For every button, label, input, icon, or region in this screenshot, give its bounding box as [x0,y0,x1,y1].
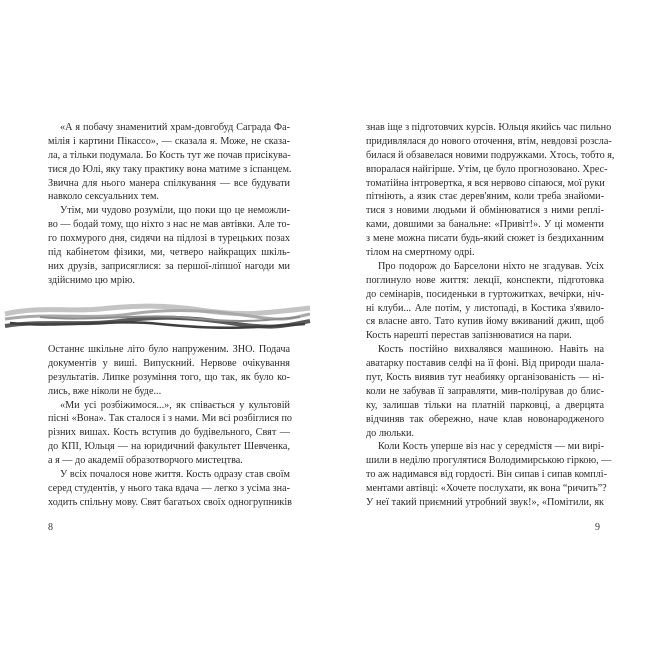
text-line: Утім, ми чудово розуміли, що поки що це неможли- [60,205,290,217]
text-line: тілом на смертному одрі. [366,247,475,259]
text-line: результатів. Липке розуміння того, що так, як було ко- [48,371,290,383]
wave-divider-ornament [0,300,312,334]
text-line: ку, залишав тільки на платній парковці, а дверцята [366,399,604,411]
text-line: серед студентів, у нього така вдача — легко з усіма зна- [48,482,290,494]
text-line: лись, вже ніколи не буде... [48,385,162,397]
text-line: ні клуби... Але потім, у листопаді, в Костика з'явило- [366,302,604,314]
page-number-right: 9 [595,522,600,533]
left-page-text-top [48,121,290,288]
text-line: до КПІ, Юльця — на юридичний факультет Шевченка, [48,441,290,453]
right-page-text [366,121,615,510]
text-line: Останнє шкільне літо було напруженим. ЗНО. Подача [48,344,290,355]
text-line: билася й обзавелася новими подружками. Хтось, тобто я, [366,149,615,161]
text-line: тися з новими людьми й обмінюватися з ними реплі- [366,205,604,217]
text-line: Кость нарешті перестав запізнюватися на пари. [366,330,572,342]
text-line: У всіх почалося нове життя. Кость одразу став своїм [60,469,290,481]
text-line: Кость постійно вихвалявся машиною. Навіть на [378,344,604,356]
text-line: Коли Кость уперше віз нас у середмістя — ми вирі- [378,441,604,453]
text-line: ла, а тільки подумала. Бо Кость тут же почав присікува- [48,149,291,161]
text-line: мілія і картини Пікассо», — сказала я. Може, не сказа- [48,135,290,147]
text-line: з мене можна писати будь-який сюжет із бездиханним [366,233,604,245]
text-line: документів у виші. Випускний. Нервове очікування [48,357,290,369]
left-page-text-bottom [48,343,293,510]
text-line: знав іще з підготовчих курсів. Юльця якийсь час пильно [366,122,612,133]
text-line: пітніють, а язик стає дерев'яним, коли треба знайоми- [366,191,604,203]
text-line: різних вишах. Кость вступив до будівельного, Свят — [48,427,290,439]
text-line: шили в неділю прогулятися Володимирською гіркою, — [366,455,612,467]
text-line: томатійна інтровертка, я вся нервово сіпаюся, мої руки [366,177,605,189]
text-line: «Ми усі розбіжимося...», як співається у культовій [60,399,290,411]
text-line: а я — до академії образотворчого мистецтва. [48,455,243,467]
text-line: тися до Юлі, яку таку практику вона матиме з іспанцем. [48,163,292,175]
text-line: ками, довшими за банальне: «Привіт!». У ці моменти [366,219,604,231]
text-line: ся власне авто. Тато купив йому вживаний джип, щоб [366,316,604,328]
text-line: Про подорож до Барселони ніхто не згадував. Усіх [378,260,604,272]
text-line: Звична для нього манера спілкування — все будувати [48,177,290,189]
text-line: ментами автівці: «Хочете послухати, як вона “ричить”? [366,483,607,495]
text-line: під кабінетом фізики, ми, четверо найкращих шкіль- [48,247,290,259]
text-line: коли не забував її заправляти, мив-полірував до блис- [366,385,604,397]
text-line: до семінарів, посиденьки в гуртожитках, вечірки, ніч- [366,288,604,300]
text-line: навколо сексуальних тем. [48,191,159,203]
text-line: впоралася найгірше. Утім, це було прогнозовано. Хрес- [366,163,608,175]
text-line: то аж надимався від гордості. Він сипав і сипав комплі- [366,469,608,481]
text-line: «А я побачу знаменитий храм-довгобуд Саграда Фа- [60,122,290,133]
page-number-left: 8 [48,522,53,533]
text-line: відчиняв так обережно, наче клав новонародженого [366,413,604,425]
text-line: придивлялася до нового оточення, втім, невдовзі розсла- [366,135,612,147]
text-line: го похмурого дня, сидячи на підлозі в турецьких позах [48,233,290,245]
text-line: пісні «Вона». Так сталося і з нами. Ми всі розбіглися по [48,413,293,425]
text-line: ходить спільну мову. Свят багатьох своїх одногрупників [48,496,292,508]
text-line: пут, Кость виявив тут неабияку організованість — ні- [366,372,604,384]
text-line: них друзів, заприсяглися: за першої-ліпшої нагоди ми [48,260,290,272]
text-line: во — бодай тому, що ніхто з нас не мав автівки. Але то- [48,219,290,231]
text-line: У неї такий приємний утробний звук!», «Помітили, як [366,497,604,509]
text-line: поглинуло нове життя: лекції, конспекти, підготовка [366,274,604,286]
text-line: до люльки. [366,427,414,439]
text-line: здійснимо цю мрію. [48,274,135,286]
text-line: аватарку поставив селфі на її фоні. Від природи шала- [366,358,604,370]
